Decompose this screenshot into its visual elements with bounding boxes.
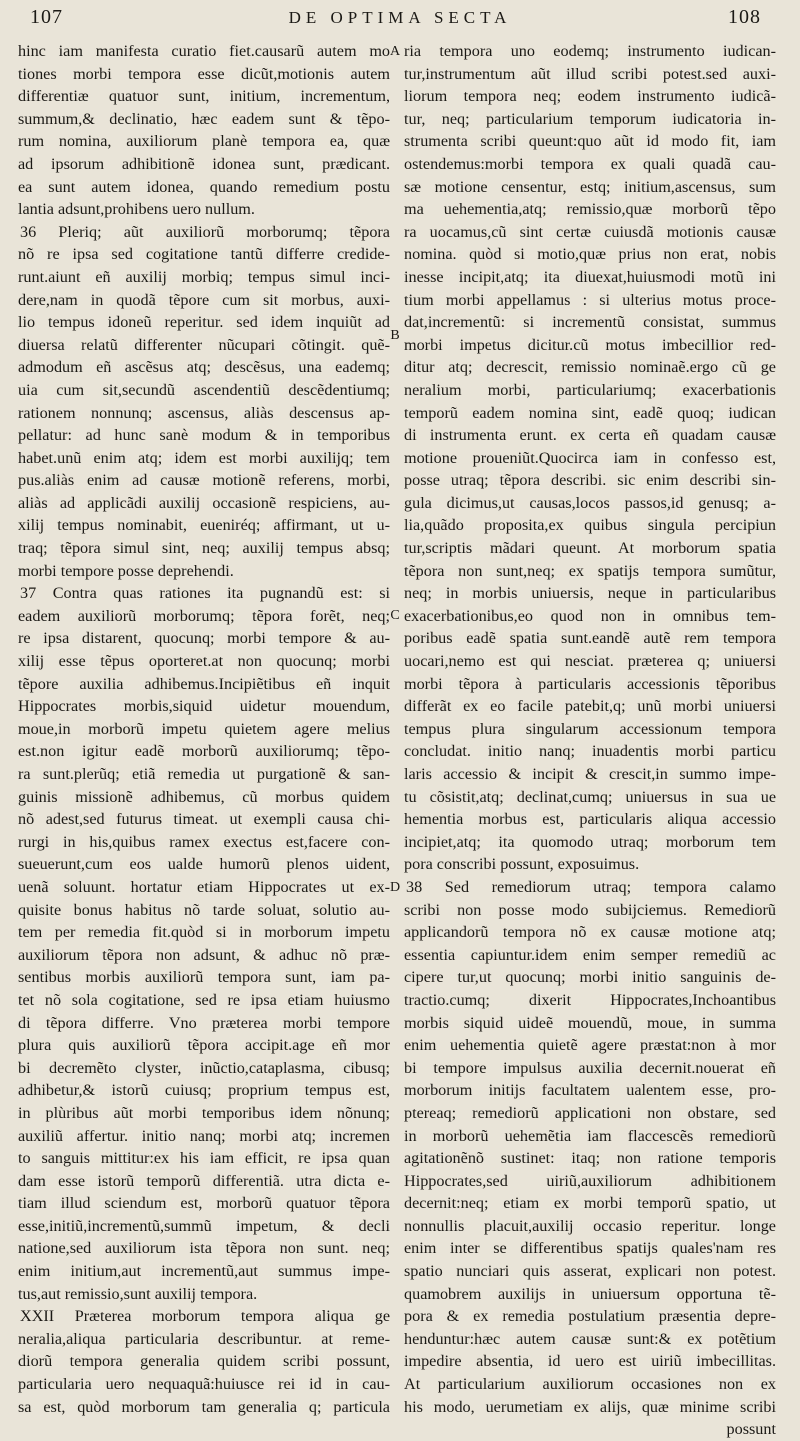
- text-line: poribus eadẽ spatia sunt.eandẽ autẽ rem tempora: [404, 629, 776, 648]
- text-line: ad ipsorum adhibitionẽ idonea sunt, prædicant.: [18, 154, 390, 173]
- text-line: tẽpora non sunt,neq; ex spatijs tempora sumũtur,: [404, 561, 776, 580]
- right-text-column: [404, 40, 776, 1441]
- text-line: 38 Sed remediorum utraq; tempora calamo: [406, 877, 776, 896]
- text-line: laris accessio & incipit & crescit,in summo impe-: [404, 765, 776, 783]
- text-line: possunt: [726, 1420, 776, 1439]
- text-line: exacerbationibus,eo quod non in omnibus tem-: [404, 606, 776, 625]
- text-line: morbi impetus dicitur.cũ motus imbecillior red-: [404, 335, 776, 354]
- text-line: tur,scriptis mãdari queunt. At morborum spatia: [404, 539, 776, 558]
- text-line: hementia morbus est, particularis aliqua accessio: [404, 810, 776, 829]
- text-line: tempus plura singularum accessionum tempora: [404, 719, 776, 738]
- text-line: enim initium,aut incrementũ,aut summus impe-: [18, 1262, 390, 1281]
- text-line: diorũ tempora generalia quidem scribi possunt,: [18, 1352, 390, 1371]
- text-line: tur, neq; particularium temporum iudicatoria in-: [404, 109, 776, 128]
- text-line: uocari,nemo est qui nesciat. præterea q; uniuersi: [404, 652, 776, 671]
- text-line: tiones morbi tempora esse dicũt,motionis autem: [18, 64, 390, 83]
- text-line: tur,instrumentum aũt illud scribi potest.sed auxi-: [404, 64, 776, 83]
- text-line: tium morbi appellamus : si ulterius motus proce-: [404, 290, 776, 309]
- right-page-number: 108: [728, 6, 761, 28]
- text-line: gula dicimus,ut causas,locos passos,id genusq; a-: [404, 493, 776, 512]
- text-line: in morborũ uehemẽtia iam flaccescẽs remediorũ: [404, 1126, 776, 1145]
- text-line: tiam illud sciendum est, morborũ quatuor tẽpora: [18, 1194, 390, 1213]
- text-line: his modo, uerumetiam ex alijs, quæ minime scribi: [404, 1397, 776, 1416]
- text-line: tem per remedia fit.quòd si in morborum impetu: [18, 923, 390, 942]
- text-line: nõ re ipsa sed cogitatione tantũ differre credide-: [18, 245, 390, 264]
- text-line: 37 Contra quas rationes ita pugnandũ est: si: [20, 584, 390, 603]
- text-line: morbi tẽpora à particularis accessionis tẽporibus: [404, 674, 776, 693]
- margin-letter-d: D: [389, 880, 401, 895]
- text-line: tus,aut remissio,sunt auxilij tempora.: [18, 1284, 258, 1303]
- text-line: neq; in morbis uniuersis, neque in particularibus: [404, 584, 776, 603]
- text-line: liorum tempora neq; eodem instrumento iudicã-: [404, 87, 776, 106]
- text-line: esse,initiũ,incrementũ,summũ impetum, & decli: [18, 1216, 390, 1235]
- text-line: rum nomina, auxiliorum planè tempora ea, quæ: [18, 132, 390, 151]
- text-line: ria tempora uno eodemq; instrumento iudican-: [404, 42, 776, 60]
- margin-letter-b: B: [390, 328, 400, 343]
- text-line: guinis missionẽ adhibemus, cũ morbus quidem: [18, 787, 390, 806]
- margin-letter-c: C: [390, 608, 400, 623]
- text-line: Hippocrates morbis,siquid uidetur mouendum,: [18, 697, 390, 716]
- text-line: morbi tempore posse deprehendi.: [18, 561, 234, 580]
- text-line: differãt ex eo facile patebit,q; unũ morbi uniuersi: [404, 697, 776, 716]
- text-line: di tẽpora differre. Vno præterea morbi tempore: [18, 1013, 390, 1032]
- text-line: dat,incrementũ: si incrementũ consistat, summus: [404, 313, 776, 332]
- text-line: dere,nam in quodã tẽpore cum sit morbus, auxi-: [18, 290, 390, 309]
- text-line: habet.unũ enim atq; idem est morbi auxilijq; tem: [18, 448, 390, 467]
- text-line: scribi non posse modo subijciemus. Remediorũ: [404, 900, 776, 919]
- text-line: summum,& declinatio, hæc eadem sunt & tẽpo-: [18, 109, 390, 128]
- text-line: lantia adsunt,prohibens uero nullum.: [18, 200, 255, 219]
- text-line: moue,in morborũ impetu quietem agere melius: [18, 719, 390, 738]
- text-line: hinc iam manifesta curatio fiet.causarũ autem mo: [18, 42, 390, 60]
- text-line: henduntur:hæc autem causæ sunt:& ex potẽtium: [404, 1329, 776, 1348]
- text-line: quamobrem auxilijs in uniuersum opportuna tẽ-: [404, 1284, 776, 1303]
- text-line: concludat. initio nanq; inuadentis morbi particu: [404, 742, 776, 761]
- text-line: uenã soluunt. hortatur etiam Hippocrates ut ex-: [18, 877, 390, 896]
- text-line: xilij tempus nominabit, eueniréq; affirmant, ut u-: [18, 516, 390, 535]
- left-text-column: [18, 40, 390, 1418]
- text-line: morbis siquid uideẽ mouendũ, moue, in summa: [404, 1013, 776, 1032]
- text-line: pora & ex remedia postulatium præsentia depre-: [404, 1307, 776, 1326]
- text-line: bi tempore impulsus auxilia decernit.nouerat eñ: [404, 1058, 776, 1077]
- text-line: ra sunt.plerũq; etiã remedia ut purgationẽ & san-: [18, 765, 390, 783]
- text-line: morborum initijs facultatem ualentem esse, pro-: [404, 1081, 776, 1100]
- text-line: agitationẽnõ sustinet: itaq; non ratione temporis: [404, 1149, 776, 1168]
- text-line: quisite bonus habitus nõ tarde soluat, solutio au-: [18, 900, 390, 919]
- text-line: particularia uero nequaquã:huiusce rei id in cau-: [18, 1375, 390, 1394]
- text-line: posse utraq; tẽpora describi. sic enim describi sin-: [404, 471, 776, 490]
- text-line: lia,quãdo proposita,ex quibus singula percipiun: [404, 516, 776, 535]
- text-line: 36 Pleriq; aũt auxiliorũ morborumq; tẽpora: [20, 222, 390, 241]
- text-line: auxiliũ affertur. initio nanq; morbi atq; incremen: [18, 1126, 390, 1145]
- text-line: auxiliorum tẽpora non adsunt, & adhuc nõ præ-: [18, 945, 390, 964]
- text-line: lio tempus idoneũ reperitur. sed idem inquiũt ad: [18, 313, 390, 332]
- text-line: admodum eñ ascẽsus atq; descẽsus, una eademq;: [18, 358, 390, 377]
- text-line: sa est, quòd morborum tam generalia q; particula: [18, 1397, 390, 1416]
- left-page-number: 107: [30, 6, 63, 28]
- text-line: ma uehementia,atq; remissio,quæ morborũ tẽpo: [404, 200, 776, 219]
- text-line: sentibus morbis auxiliorũ tempora sunt, iam pa-: [18, 968, 390, 987]
- text-line: tu cõsistit,atq; declinat,cumq; uniuersus in sua ue: [404, 787, 776, 806]
- text-line: traq; tẽpora simul sint, neq; auxilij tempus absq;: [18, 539, 390, 558]
- text-line: ea sunt autem idonea, quando remedium postu: [18, 177, 390, 196]
- text-line: neralia,aliqua particularia describuntur. at reme-: [18, 1329, 390, 1348]
- text-line: sueuerunt,cum eos ualde humorũ plenos uident,: [18, 855, 390, 874]
- text-line: est.non igitur eadẽ morborũ auxiliorumq; tẽpo-: [18, 742, 390, 761]
- margin-letter-a: A: [389, 44, 401, 59]
- text-line: sæ motione censentur, estq; initium,ascensus, sum: [404, 177, 776, 196]
- text-line: nonnullis placuit,auxilij occasio reperitur. longe: [404, 1216, 776, 1235]
- text-line: dam esse istorũ temporũ differentiã. utra dicta e-: [18, 1171, 390, 1190]
- text-line: decernit:neq; etiam ex morbi temporũ spatio, ut: [404, 1194, 776, 1213]
- text-line: tẽpore auxilia adhibemus.Incipiẽtibus eñ inquit: [18, 674, 390, 693]
- text-line: neralium morbi, particulariumq; exacerbationis: [404, 380, 776, 399]
- text-line: diuersa relatũ differenter nũcupari cõtingit. quẽ-: [18, 335, 390, 354]
- text-line: rurgi in his,quibus ramex exectus est,facere con-: [18, 832, 390, 851]
- text-line: bi decremẽto clyster, inũctio,cataplasma, cibusq;: [18, 1058, 390, 1077]
- text-line: inesse incipit,atq; ita diuexat,huiusmodi motũ ini: [404, 267, 776, 286]
- text-line: rationem nonnunq; ascensus, aliàs descensus ap-: [18, 403, 390, 422]
- text-line: runt.aiunt eñ auxilij morbiq; tempus simul inci-: [18, 267, 390, 286]
- text-line: tet nõ sola cogitatione, sed re ipsa etiam huiusmo: [18, 990, 390, 1009]
- text-line: xilij esse tẽpus oporteret.at non quocunq; morbi: [18, 652, 390, 671]
- text-line: incipiet,atq; ita quomodo utraq; morborum tem: [404, 832, 776, 851]
- text-line: differentiæ quatuor sunt, initium, incrementum,: [18, 87, 390, 106]
- text-line: ditur atq; decrescit, remissio nominaẽ.ergo cũ ge: [404, 358, 776, 377]
- text-line: pus.aliàs enim ad causæ motionẽ referens, morbi,: [18, 471, 390, 490]
- text-line: enim inter se differentibus spatijs quales'nam res: [404, 1239, 776, 1258]
- text-line: natione,sed auxiliorum ista tẽpora non sunt. neq;: [18, 1239, 390, 1258]
- text-line: ostendemus:morbi tempora ex quali quadã cau-: [404, 154, 776, 173]
- text-line: Hippocrates,sed uiriũ,auxiliorum adhibitionem: [404, 1171, 776, 1190]
- text-line: re ipsa distarent, quocunq; morbi tempore & au-: [18, 629, 390, 648]
- text-line: spatio nunciari quis asserat, explicari non potest.: [404, 1262, 776, 1281]
- text-line: enim uehementia quietẽ agere præstat:non à mor: [404, 1036, 776, 1055]
- text-line: in plùribus aũt morbi temporibus idem nõnunq;: [18, 1103, 390, 1122]
- running-head: [0, 0, 800, 40]
- text-line: tractio.cumq; dixerit Hippocrates,Inchoantibus: [404, 990, 776, 1009]
- text-line: nomina. quòd si motio,quæ prius non erat, nobis: [404, 245, 776, 264]
- text-line: eadem auxiliorũ morborumq; tẽpora forẽt, neq;: [18, 606, 390, 625]
- text-line: nõ adest,sed futurus timeat. ut exempli causa chi-: [18, 810, 390, 829]
- text-line: strumenta scribi queunt:quo aũt id modo fit, iam: [404, 132, 776, 151]
- running-title: DE OPTIMA SECTA: [288, 8, 512, 27]
- text-line: XXII Præterea morborum tempora aliqua ge: [20, 1307, 390, 1326]
- text-line: adhibetur,& istorũ cuiusq; proprium tempus est,: [18, 1081, 390, 1100]
- text-line: di instrumenta erunt. ex certa eñ quadam causæ: [404, 426, 776, 445]
- text-line: impedire absentia, id uero est uiriũ imbecillitas.: [404, 1352, 776, 1371]
- text-line: ra uocamus,cũ sint certæ cuiusdã motionis causæ: [404, 222, 776, 241]
- text-line: temporũ eadem nomina sint, eadẽ quoq; iudican: [404, 403, 776, 422]
- text-line: At particularium auxiliorum occasiones non ex: [404, 1375, 776, 1394]
- text-line: cipere tur,ut quocunq; morbi initio sanguinis de-: [404, 968, 776, 987]
- text-line: essentia capiuntur.idem enim semper remediũ ac: [404, 945, 776, 964]
- text-line: pellatur: ad hunc sanè modum & in temporibus: [18, 426, 390, 445]
- text-line: plura quis auxiliorũ tẽpora accipit.age eñ mor: [18, 1036, 390, 1055]
- text-line: applicandorũ tempora nõ ex causæ motione atq;: [404, 923, 776, 942]
- text-line: to sanguis mittitur:ex his iam efficit, re ipsa quan: [18, 1149, 390, 1168]
- text-line: uia cum sit,secundũ ascendentiũ descẽdentiumq;: [18, 380, 390, 399]
- text-line: pora conscribi possunt, exposuimus.: [404, 855, 640, 874]
- text-line: aliàs ad applicãdi auxilij occasionẽ respiciens, au-: [18, 493, 390, 512]
- text-line: ptereaq; remediorũ applicationi non obstare, sed: [404, 1103, 776, 1122]
- text-line: motione proueniũt.Quocirca iam in confesso est,: [404, 448, 776, 467]
